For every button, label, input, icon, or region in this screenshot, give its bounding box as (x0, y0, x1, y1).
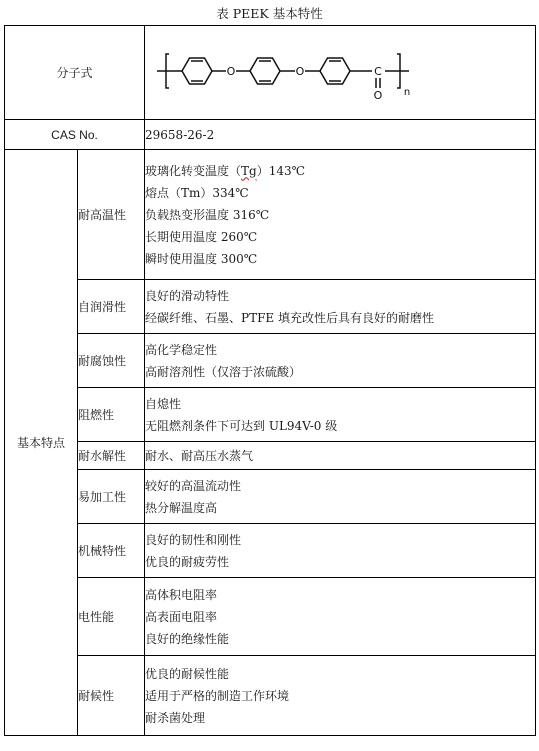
group-values (145, 280, 536, 334)
group-row-electrical (5, 578, 536, 656)
group-name: 自润滑性 (78, 280, 145, 334)
benzene-ring-3 (320, 58, 350, 84)
value-line: 长期使用温度 260℃ (145, 229, 258, 244)
value-line: 熔点（Tm）334℃ (145, 185, 249, 200)
group-name: 电性能 (78, 578, 145, 656)
ether-oxygen-1: O (226, 65, 236, 78)
carbonyl-carbon: C (374, 65, 382, 78)
value-line: 耐水、耐高压水蒸气 (145, 448, 254, 463)
formula-label: 分子式 (5, 26, 145, 120)
group-values (145, 578, 536, 656)
group-name: 耐腐蚀性 (78, 334, 145, 388)
value-line: 良好的绝缘性能 (145, 631, 230, 646)
group-values (145, 656, 536, 736)
ether-oxygen-2: O (295, 65, 305, 78)
group-values (145, 470, 536, 524)
carbonyl-oxygen: O (373, 89, 383, 102)
value-line: 自熄性 (145, 396, 182, 411)
value-line: 良好的滑动特性 (145, 288, 230, 303)
benzene-ring-2 (250, 58, 280, 84)
formula-row (5, 26, 536, 120)
value-line: 高耐溶剂性（仅溶于浓硫酸） (145, 364, 302, 379)
cas-row (5, 120, 536, 150)
group-name: 耐候性 (78, 656, 145, 736)
value-line: 良好的韧性和刚性 (145, 532, 242, 547)
value-line: 适用于严格的制造工作环境 (145, 688, 290, 703)
value-line: 高化学稳定性 (145, 342, 218, 357)
group-values (145, 334, 536, 388)
group-row-weather-resistance (5, 656, 536, 736)
group-name: 易加工性 (78, 470, 145, 524)
group-row-corrosion-resistance (5, 334, 536, 388)
structure-cell (145, 26, 536, 120)
value-line: 优良的耐候性能 (145, 666, 230, 681)
value-line: 耐杀菌处理 (145, 710, 206, 725)
value-line: 高体积电阻率 (145, 587, 218, 602)
group-row-processability (5, 470, 536, 524)
value-line: 优良的耐疲劳性 (145, 554, 230, 569)
benzene-ring-1 (182, 58, 212, 84)
group-row-high-temperature (5, 150, 536, 280)
value-line: 较好的高温流动性 (145, 478, 242, 493)
group-row-flame-retardancy (5, 388, 536, 442)
repeat-unit-n: n (403, 87, 411, 98)
group-name: 耐水解性 (78, 442, 145, 470)
group-values (145, 524, 536, 578)
peek-structure-diagram (145, 26, 536, 119)
cas-label: CAS No. (5, 120, 145, 150)
peek-properties-table (4, 25, 536, 736)
value-line: 无阻燃剂条件下可达到 UL94V-0 级 (145, 418, 338, 433)
group-name: 机械特性 (78, 524, 145, 578)
value-line: 玻璃化转变温度（Tg）143℃ (145, 163, 306, 178)
value-line: 高表面电阻率 (145, 609, 218, 624)
table-caption: 表 PEEK 基本特性 (216, 6, 323, 21)
group-values (145, 388, 536, 442)
group-row-hydrolysis-resistance (5, 442, 536, 470)
group-name: 阻燃性 (78, 388, 145, 442)
group-row-self-lubrication (5, 280, 536, 334)
value-line: 负载热变形温度 316℃ (145, 207, 270, 222)
group-values (145, 150, 536, 280)
cas-value: 29658-26-2 (145, 120, 536, 150)
group-values (145, 442, 536, 470)
value-line: 经碳纤维、石墨、PTFE 填充改性后具有良好的耐磨性 (145, 310, 434, 325)
group-name: 耐高温性 (78, 150, 145, 280)
group-row-mechanical (5, 524, 536, 578)
basic-characteristics-label: 基本特点 (5, 150, 78, 736)
value-line: 热分解温度高 (145, 500, 218, 515)
value-line: 瞬时使用温度 300℃ (145, 251, 258, 266)
